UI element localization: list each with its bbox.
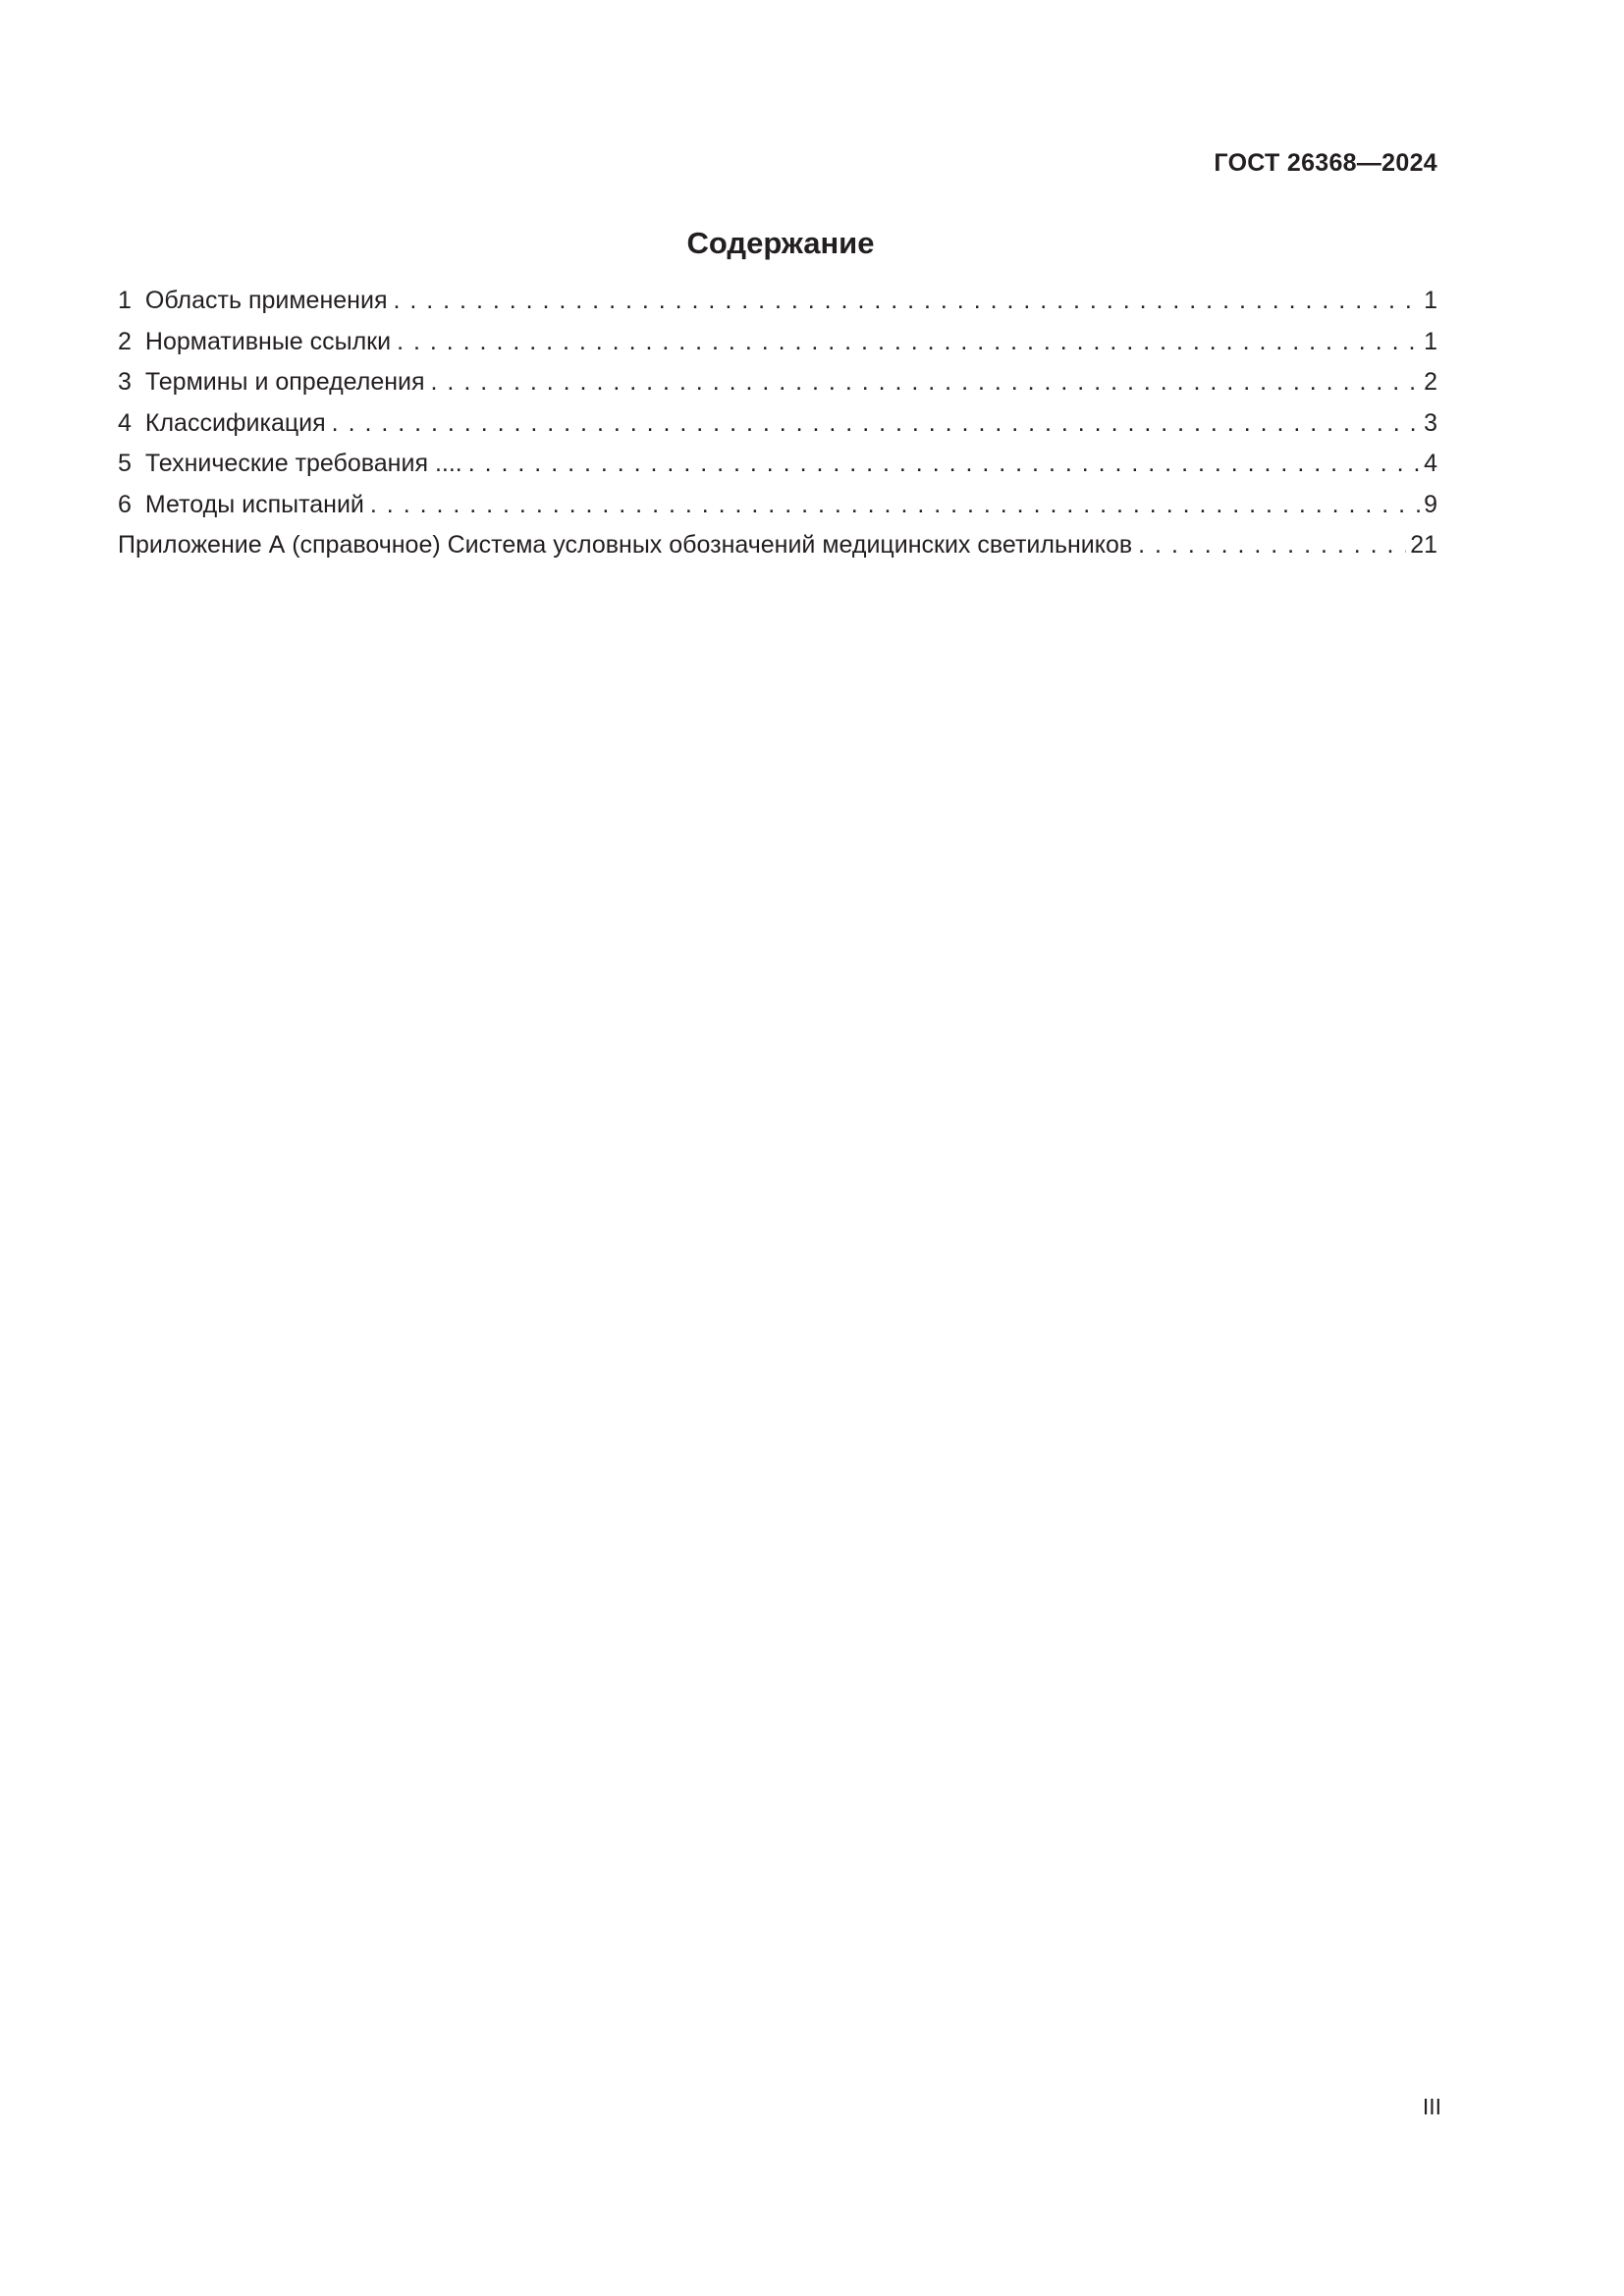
- standard-number: ГОСТ 26368—2024: [1214, 149, 1437, 177]
- toc-dot-leader: [431, 368, 1421, 397]
- toc-entry-appendix-a[interactable]: [118, 531, 1437, 572]
- toc-entry-number: 4: [118, 408, 132, 437]
- toc-entry-label: Область применения: [144, 287, 388, 314]
- toc-dot-leader: [397, 328, 1420, 356]
- toc-entry-number: 5: [118, 450, 132, 477]
- toc-entry-normative-references[interactable]: [118, 328, 1437, 369]
- toc-entry-page: 9: [1424, 490, 1437, 518]
- toc-entry-label: Методы испытаний: [144, 490, 364, 518]
- toc-dot-leader: [468, 450, 1420, 478]
- toc-entry-classification[interactable]: [118, 409, 1437, 451]
- toc-entry-page: 4: [1424, 450, 1437, 477]
- toc-entry-label: Термины и определения: [144, 368, 425, 396]
- toc-dot-leader: [370, 491, 1420, 519]
- toc-entry-number: 3: [118, 368, 132, 396]
- toc-entry-terms[interactable]: [118, 368, 1437, 409]
- page-number: III: [1422, 2094, 1441, 2119]
- toc-dot-leader: [393, 287, 1420, 315]
- toc-entry-scope[interactable]: [118, 287, 1437, 328]
- table-of-contents: [118, 287, 1437, 572]
- toc-entry-label: Технические требования ....: [144, 450, 462, 477]
- toc-entry-page: 2: [1424, 368, 1437, 396]
- toc-entry-label: Приложение А (справочное) Система условных обозначений медицинских светильников: [118, 531, 1133, 559]
- toc-dot-leader: [1138, 531, 1406, 560]
- toc-entry-page: 21: [1410, 531, 1437, 559]
- toc-entry-test-methods[interactable]: [118, 491, 1437, 532]
- toc-entry-label: Классификация: [144, 408, 326, 437]
- toc-entry-label: Нормативные ссылки: [144, 327, 392, 355]
- toc-dot-leader: [332, 409, 1420, 438]
- toc-entry-page: 3: [1424, 408, 1437, 437]
- toc-entry-page: 1: [1424, 287, 1437, 314]
- toc-entry-number: 1: [118, 287, 132, 314]
- toc-title: Содержание: [686, 226, 875, 260]
- toc-entry-page: 1: [1424, 327, 1437, 355]
- toc-entry-number: 6: [118, 490, 132, 518]
- toc-entry-technical-requirements[interactable]: [118, 450, 1437, 491]
- toc-entry-number: 2: [118, 327, 132, 355]
